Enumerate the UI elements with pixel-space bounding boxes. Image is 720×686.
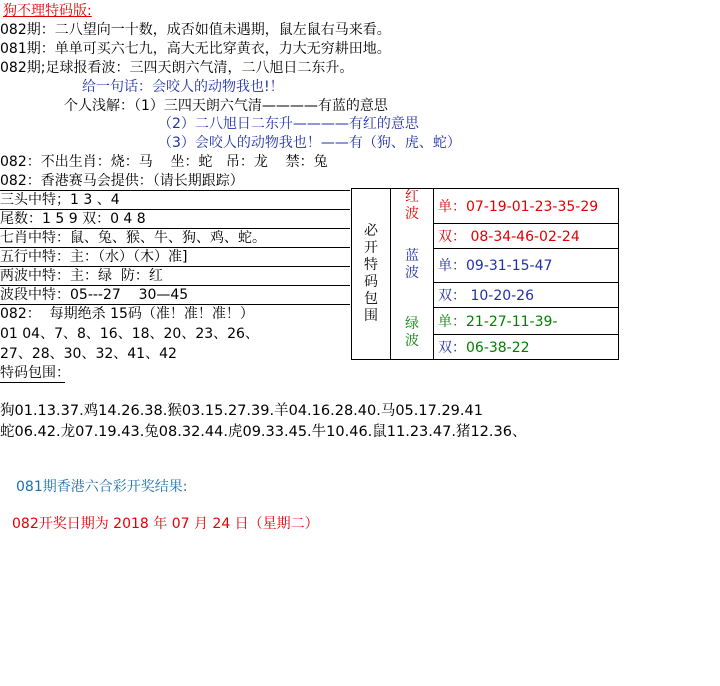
red-even-numbers: 08-34-46-02-24	[466, 228, 580, 245]
green-odd-numbers: 21-27-11-39-	[466, 313, 558, 330]
divider	[0, 382, 65, 383]
red-even-row	[434, 223, 619, 248]
odd-label: 单：	[438, 313, 466, 330]
blue-even-row	[434, 282, 619, 307]
tip-tail-numbers: 尾数：1 5 9 双：0 4 8	[0, 211, 146, 227]
prophecy-line-081: 081期：单单可买六七九，高大无比穿黄衣，力大无穷耕田地。	[0, 41, 391, 57]
tip-wave-range: 波段中特：05---27 30—45	[0, 287, 189, 303]
page-title: 狗不理特码版:	[3, 3, 92, 19]
kill-numbers-row-2: 27、28、30、32、41、42	[0, 346, 177, 362]
special-bracket-label: 特码包围：	[0, 365, 70, 381]
odd-label: 单：	[438, 198, 466, 215]
prophecy-line-082: 082期：二八望向一十数，成否如值未遇期，鼠左鼠右马来看。	[0, 22, 391, 38]
blue-even-numbers: 10-20-26	[466, 287, 534, 304]
tip-jockey-club: 082：香港赛马会提供：（请长期跟踪）	[0, 173, 244, 189]
zodiac-numbers-row-1: 狗01.13.37.鸡14.26.38.猴03.15.27.39.羊04.16.28.40.马05.17.29.41	[0, 403, 483, 419]
wave-spacer	[391, 223, 434, 248]
red-wave-label	[391, 189, 434, 224]
personal-note-2: （2）二八旭日二东升————有红的意思	[158, 116, 419, 132]
blue-odd-row	[434, 248, 619, 282]
kill-numbers-row-1: 01 04、7、8、16、18、20、23、26、	[0, 326, 259, 342]
even-label: 双：	[438, 228, 466, 245]
wave-char: 波	[405, 206, 419, 222]
tip-two-waves: 两波中特：主：绿 防：红	[0, 268, 163, 284]
hint-line: 给一句话：会咬人的动物我也!！	[82, 79, 284, 95]
wave-char: 绿	[405, 316, 419, 332]
wave-char: 波	[405, 333, 419, 349]
blue-wave-label	[391, 248, 434, 282]
wave-char: 红	[405, 189, 419, 205]
red-odd-row	[434, 189, 619, 224]
box-label-char: 特	[364, 257, 378, 273]
box-label-char: 围	[364, 308, 378, 324]
box-label-char: 开	[364, 240, 378, 256]
wave-spacer	[391, 282, 434, 307]
zodiac-numbers-row-2: 蛇06.42.龙07.19.43.兔08.32.44.虎09.33.45.牛10.46.鼠11.23.47.猪12.36、	[0, 424, 527, 440]
special-number-box	[351, 188, 619, 360]
red-odd-numbers: 07-19-01-23-35-29	[466, 198, 599, 215]
green-even-row	[434, 335, 619, 360]
box-label-char: 码	[364, 274, 378, 290]
box-label-char: 必	[364, 223, 378, 239]
wave-char: 蓝	[405, 248, 419, 264]
draw-date: 082开奖日期为 2018 年 07 月 24 日（星期二）	[12, 516, 319, 532]
tip-three-heads: 三头中特；1 3 、4	[0, 192, 120, 208]
football-line: 082期;足球报看波：三四天朗六气清，二八旭日二东升。	[0, 60, 354, 76]
tip-seven-zodiac: 七肖中特：鼠、兔、猴、牛、狗、鸡、蛇。	[0, 230, 266, 246]
wave-char: 波	[405, 265, 419, 281]
tip-no-zodiac: 082：不出生肖：烧：马 坐：蛇 吊：龙 禁：兔	[0, 154, 328, 170]
even-label: 双：	[438, 340, 466, 356]
results-heading: 081期香港六合彩开奖结果:	[16, 479, 188, 495]
green-wave-label	[391, 307, 434, 360]
personal-note-3: （3）会咬人的动物我也！——有（狗、虎、蛇）	[158, 135, 461, 151]
personal-note-1: 个人浅解：（1）三四天朗六气清————有蓝的意思	[64, 98, 388, 114]
box-label-char: 包	[364, 291, 378, 307]
odd-label: 单：	[438, 258, 466, 274]
tip-kill-numbers: 082： 每期绝杀 15码（准！准！准！）	[0, 306, 254, 322]
green-odd-row	[434, 307, 619, 335]
green-even-numbers: 06-38-22	[466, 340, 530, 356]
blue-odd-numbers: 09-31-15-47	[466, 258, 553, 274]
even-label: 双：	[438, 287, 466, 304]
tip-five-elements: 五行中特：主：（水）（木）准]	[0, 249, 188, 265]
box-label-cell	[352, 189, 391, 360]
